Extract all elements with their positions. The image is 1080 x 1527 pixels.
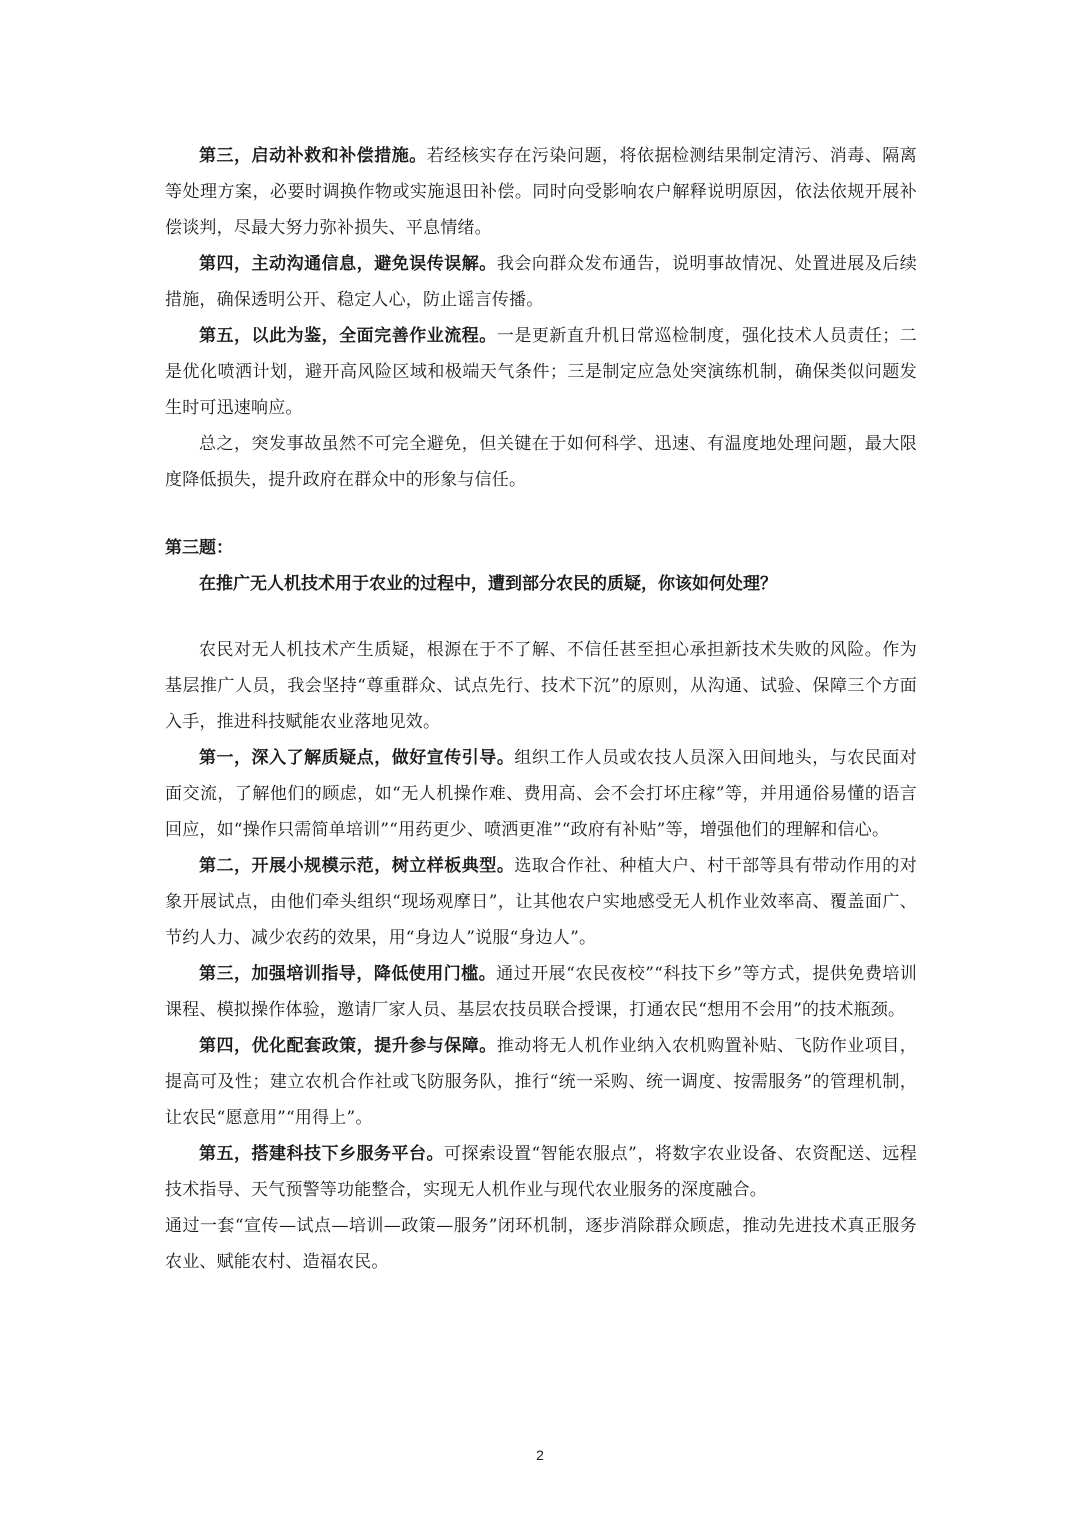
paragraph-text: 推动将无人机作业纳入农机购置补贴、飞防作业项目，提高可及性；建立农机合作社或飞防服务队，推行“统一采购、统一调度、按需服务”的管理机制，让农民“愿意用”“用得上”。 [165, 1036, 917, 1128]
paragraph-lead: 第一，深入了解质疑点，做好宣传引导。 [199, 748, 515, 768]
paragraph-text: 一是更新直升机日常巡检制度，强化技术人员责任；二是优化喷洒计划，避开高风险区域和极端天气条件；三是制定应急处突演练机制，确保类似问题发生时可迅速响应。 [165, 326, 917, 418]
document-body [165, 138, 917, 1280]
paragraph-point-5 [165, 1136, 917, 1208]
paragraph-point-1 [165, 740, 917, 848]
question-text: 在推广无人机技术用于农业的过程中，遭到部分农民的质疑，你该如何处理？ [199, 574, 777, 594]
paragraph-process [165, 318, 917, 426]
paragraph-point-4 [165, 1028, 917, 1136]
paragraph-communication [165, 246, 917, 318]
paragraph-remedy [165, 138, 917, 246]
section-heading: 第三题： [165, 538, 233, 558]
paragraph-lead: 第四，优化配套政策，提升参与保障。 [199, 1036, 497, 1056]
paragraph-text: 组织工作人员或农技人员深入田间地头，与农民面对面交流，了解他们的顾虑，如“无人机操作难、费用高、会不会打坏庄稼”等，并用通俗易懂的语言回应，如“操作只需简单培训”“用药更少、喷洒更准”“政府有补贴”等，增强他们的理解和信心。 [165, 748, 917, 840]
paragraph-point-2 [165, 848, 917, 956]
paragraph-text: 选取合作社、种植大户、村干部等具有带动作用的对象开展试点，由他们牵头组织“现场观摩日”，让其他农户实地感受无人机作业效率高、覆盖面广、节约人力、减少农药的效果，用“身边人”说服“身边人”。 [165, 856, 917, 948]
paragraph-lead: 第五，以此为鉴，全面完善作业流程。 [199, 326, 497, 346]
paragraph-text: 可探索设置“智能农服点”，将数字农业设备、农资配送、远程技术指导、天气预警等功能整合，实现无人机作业与现代农业服务的深度融合。 [165, 1144, 917, 1200]
page-number: 2 [536, 1447, 544, 1463]
paragraph-summary [165, 426, 917, 498]
paragraph-lead: 第四，主动沟通信息，避免误传误解。 [199, 254, 497, 274]
section-gap [165, 498, 917, 530]
paragraph-point-3 [165, 956, 917, 1028]
paragraph-text: 总之，突发事故虽然不可完全避免，但关键在于如何科学、迅速、有温度地处理问题，最大限度降低损失，提升政府在群众中的形象与信任。 [165, 434, 917, 490]
paragraph-conclusion: 通过一套“宣传—试点—培训—政策—服务”闭环机制，逐步消除群众顾虑，推动先进技术真正服务农业、赋能农村、造福农民。 [165, 1216, 917, 1272]
paragraph-lead: 第三，启动补救和补偿措施。 [199, 146, 427, 166]
question-gap [165, 602, 917, 632]
paragraph-text: 若经核实存在污染问题，将依据检测结果制定清污、消毒、隔离等处理方案，必要时调换作物或实施退田补偿。同时向受影响农户解释说明原因，依法依规开展补偿谈判，尽最大努力弥补损失、平息情绪。 [165, 146, 917, 238]
paragraph-intro: 农民对无人机技术产生质疑，根源在于不了解、不信任甚至担心承担新技术失败的风险。作为基层推广人员，我会坚持“尊重群众、试点先行、技术下沉”的原则，从沟通、试验、保障三个方面入手，推进科技赋能农业落地见效。 [165, 640, 917, 732]
paragraph-lead: 第二，开展小规模示范，树立样板典型。 [199, 856, 515, 876]
paragraph-text: 通过开展“农民夜校”“科技下乡”等方式，提供免费培训课程、模拟操作体验，邀请厂家人员、基层农技员联合授课，打通农民“想用不会用”的技术瓶颈。 [165, 964, 918, 1020]
paragraph-text: 我会向群众发布通告，说明事故情况、处置进展及后续措施，确保透明公开、稳定人心，防止谣言传播。 [165, 254, 917, 310]
paragraph-lead: 第五，搭建科技下乡服务平台。 [199, 1144, 444, 1164]
paragraph-lead: 第三，加强培训指导，降低使用门槛。 [199, 964, 497, 984]
